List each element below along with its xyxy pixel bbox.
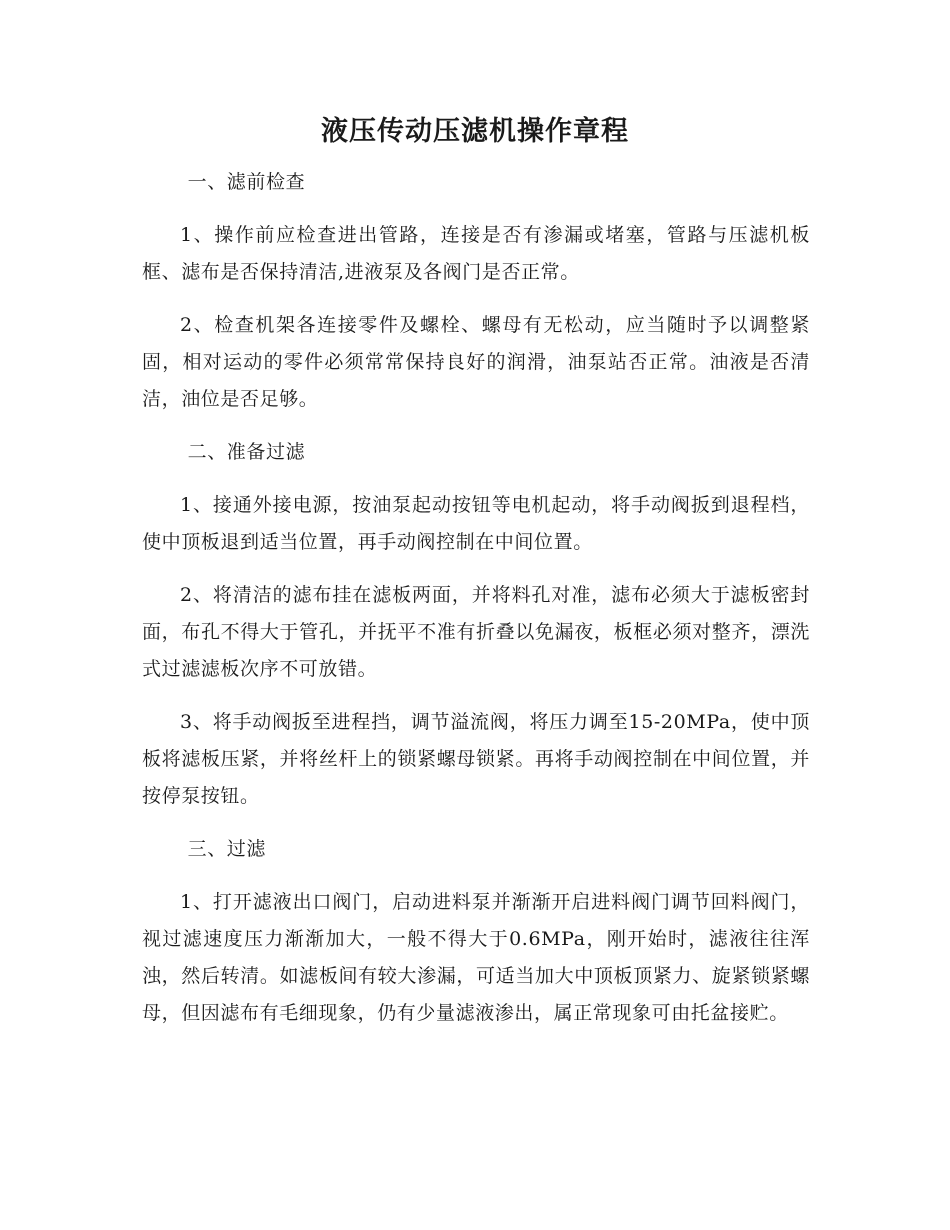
paragraph: 1、接通外接电源，按油泵起动按钮等电机起动，将手动阀扳到退程档，使中顶板退到适当位置，再手动阀控制在中间位置。 (142, 494, 810, 553)
paragraph: 1、操作前应检查进出管路，连接是否有渗漏或堵塞，管路与压滤机板框、滤布是否保持清洁,进液泵及各阀门是否正常。 (142, 224, 810, 283)
document-body (142, 164, 810, 1032)
paragraph: 2、检查机架各连接零件及螺栓、螺母有无松动，应当随时予以调整紧固，相对运动的零件必须常常保持良好的润滑，油泵站否正常。油液是否清洁，油位是否足够。 (142, 314, 810, 410)
paragraph: 2、将清洁的滤布挂在滤板两面，并将料孔对准，滤布必须大于滤板密封面，布孔不得大于管孔，并抚平不准有折叠以免漏夜，板框必须对整齐，漂洗式过滤滤板次序不可放错。 (142, 584, 810, 680)
section-heading: 二、准备过滤 (187, 441, 306, 463)
paragraph: 3、将手动阀扳至进程挡，调节溢流阀，将压力调至15-20MPa，使中顶板将滤板压紧，并将丝杆上的锁紧螺母锁紧。再将手动阀控制在中间位置，并按停泵按钮。 (142, 711, 810, 807)
section-heading: 一、滤前检查 (187, 171, 306, 193)
section-heading: 三、过滤 (187, 838, 266, 860)
paragraph: 1、打开滤液出口阀门，启动进料泵并渐渐开启进料阀门调节回料阀门，视过滤速度压力渐渐加大，一般不得大于0.6MPa，刚开始时，滤液往往浑浊，然后转清。如滤板间有较大渗漏，可适当加大中顶板顶紧力、旋紧锁紧螺母，但因滤布有毛细现象，仍有少量滤液渗出，属正常现象可由托盆接贮。 (142, 891, 810, 1024)
document-title: 液压传动压滤机操作章程 (321, 116, 629, 147)
